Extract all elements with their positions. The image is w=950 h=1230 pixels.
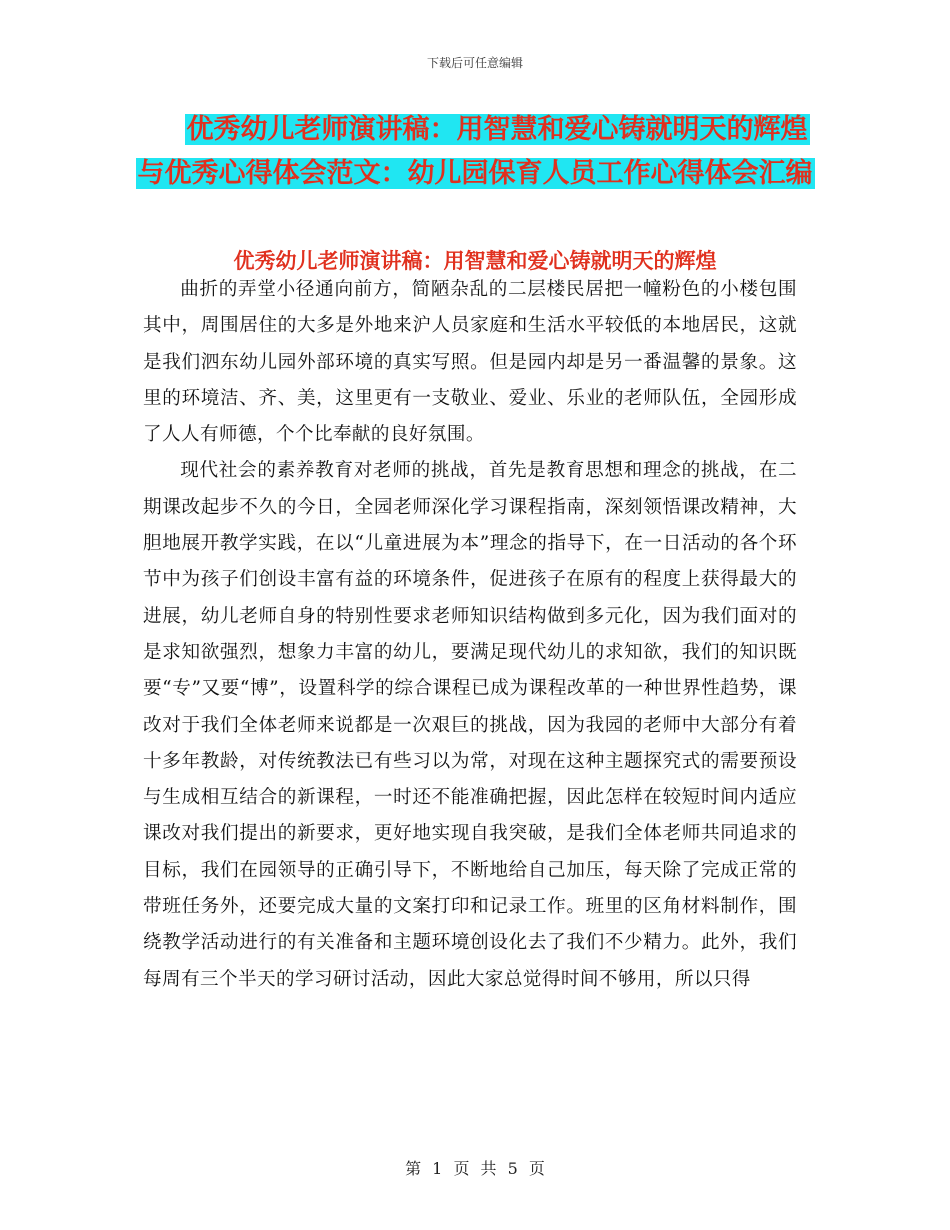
document-title-line-1 [0, 108, 950, 152]
body-paragraph-2: 现代社会的素养教育对老师的挑战，首先是教育思想和理念的挑战，在二期课改起步不久的今日，全园老师深化学习课程指南，深刻领悟课改精神，大胆地展开教学实践，在以“儿童进展为本”理念的指导下，在一日活动的各个环节中为孩子们创设丰富有益的环境条件，促进孩子在原有的程度上获得最大的进展，幼儿老师自身的特别性要求老师知识结构做到多元化，因为我们面对的是求知欲强烈，想象力丰富的幼儿，要满足现代幼儿的求知欲，我们的知识既要“专”又要“博”，设置科学的综合课程已成为课程改革的一种世界性趋势，课改对于我们全体老师来说都是一次艰巨的挑战，因为我园的老师中大部分有着十多年教龄，对传统教法已有些习以为常，对现在这种主题探究式的需要预设与生成相互结合的新课程，一时还不能准确把握，因此怎样在较短时间内适应课改对我们提出的新要求，更好地实现自我突破，是我们全体老师共同追求的目标，我们在园领导的正确引导下，不断地给自己加压，每天除了完成正常的带班任务外，还要完成大量的文案打印和记录工作。班里的区角材料制作，围绕教学活动进行的有关准备和主题环境创设化去了我们不少精力。此外，我们每周有三个半天的学习研讨活动，因此大家总觉得时间不够用，所以只得 [143, 460, 797, 990]
document-title-line-2-text: 与优秀心得体会范文：幼儿园保育人员工作心得体会汇编 [137, 158, 813, 189]
document-body [143, 272, 797, 998]
header-note: 下载后可任意编辑 [426, 56, 523, 70]
body-paragraph-1: 曲折的弄堂小径通向前方，简陋杂乱的二层楼民居把一幢粉色的小楼包围其中，周围居住的大多是外地来沪人员家庭和生活水平较低的本地居民，这就是我们泗东幼儿园外部环境的真实写照。但是园内却是另一番温馨的景象。这里的环境洁、齐、美，这里更有一支敬业、爱业、乐业的老师队伍，全园形成了人人有师德，个个比奉献的良好氛围。 [143, 279, 797, 446]
document-title-line-1-text: 优秀幼儿老师演讲稿：用智慧和爱心铸就明天的辉煌 [186, 114, 808, 145]
document-title-line-2 [0, 152, 950, 196]
section-title: 优秀幼儿老师演讲稿：用智慧和爱心铸就明天的辉煌 [233, 249, 717, 273]
page-number: 第 1 页 共 5 页 [405, 1159, 545, 1178]
